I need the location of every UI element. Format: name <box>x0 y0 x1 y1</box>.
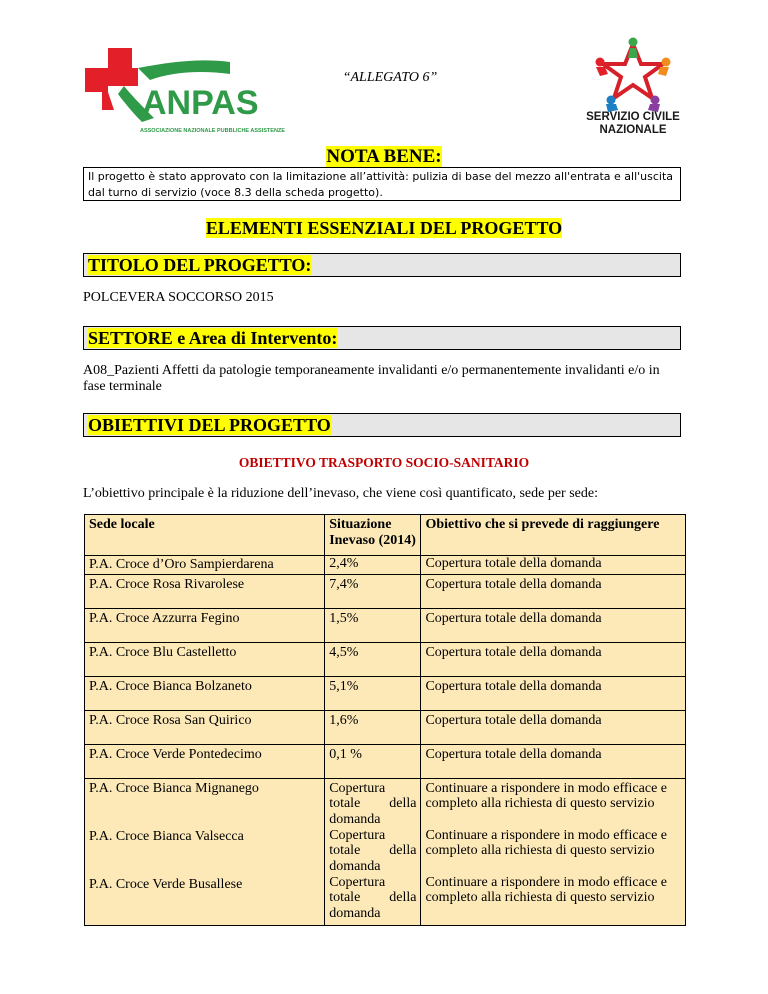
table-cell-merged-sedi <box>85 778 325 925</box>
merged-situazione: Copertura totale della domanda <box>329 827 417 874</box>
merged-situazione: Copertura totale della domanda <box>329 874 417 921</box>
table-cell: P.A. Croce Rosa Rivarolese <box>85 574 325 608</box>
table-cell: 7,4% <box>325 574 421 608</box>
obiettivo-subtitle: OBIETTIVO TRASPORTO SOCIO-SANITARIO <box>238 455 530 470</box>
anpas-logo <box>80 40 295 140</box>
servizio-civile-logo <box>574 34 692 138</box>
table-cell: Copertura totale della domanda <box>421 556 686 575</box>
table-row <box>85 676 686 710</box>
merged-situazione: Copertura totale della domanda <box>329 780 417 827</box>
titolo-section-label: TITOLO DEL PROGETTO: <box>88 255 312 275</box>
table-cell: P.A. Croce Bianca Bolzaneto <box>85 676 325 710</box>
table-cell: 4,5% <box>325 642 421 676</box>
svg-text:NAZIONALE: NAZIONALE <box>599 124 667 136</box>
elementi-essenziali-title <box>0 218 768 239</box>
table-cell: 1,5% <box>325 608 421 642</box>
table-row-merged <box>85 778 686 925</box>
table-cell: P.A. Croce Rosa San Quirico <box>85 710 325 744</box>
table-row <box>85 574 686 608</box>
table-cell: 1,6% <box>325 710 421 744</box>
merged-obiettivo: Continuare a rispondere in modo efficace e completo alla richiesta di questo servizio <box>425 780 668 811</box>
settore-value: A08_Pazienti Affetti da patologie temporaneamente invalidanti e/o permanentemente invalidanti e/o in fase terminale <box>83 363 660 394</box>
table-cell: Copertura totale della domanda <box>421 574 686 608</box>
table-cell: Copertura totale della domanda <box>421 744 686 778</box>
settore-section-label: SETTORE e Area di Intervento: <box>88 328 338 348</box>
obiettivi-section-label: OBIETTIVI DEL PROGETTO <box>88 415 331 435</box>
table-cell: P.A. Croce Blu Castelletto <box>85 642 325 676</box>
obiettivo-intro: L’obiettivo principale è la riduzione dell’inevaso, che viene così quantificato, sede per sede: <box>83 486 598 501</box>
merged-obiettivo: Continuare a rispondere in modo efficace e completo alla richiesta di questo servizio <box>425 827 668 858</box>
table-cell: P.A. Croce Azzurra Fegino <box>85 608 325 642</box>
nota-bene-title-text: NOTA BENE: <box>326 146 442 167</box>
table-row <box>85 608 686 642</box>
table-row <box>85 556 686 575</box>
table-row <box>85 710 686 744</box>
table-cell: Copertura totale della domanda <box>421 642 686 676</box>
svg-text:SERVIZIO CIVILE: SERVIZIO CIVILE <box>586 111 680 123</box>
merged-sede: P.A. Croce Verde Busallese <box>89 876 243 892</box>
table-cell: P.A. Croce d’Oro Sampierdarena <box>85 556 325 575</box>
table-cell: Copertura totale della domanda <box>421 676 686 710</box>
table-row <box>85 744 686 778</box>
obiettivi-section-header <box>83 413 681 437</box>
table-header-row <box>85 515 686 556</box>
table-cell: 0,1 % <box>325 744 421 778</box>
table-cell-merged-obiettivo <box>421 778 686 925</box>
merged-obiettivo: Continuare a rispondere in modo efficace e completo alla richiesta di questo servizio <box>425 874 668 905</box>
table-cell: Copertura totale della domanda <box>421 710 686 744</box>
obiettivi-table <box>84 514 686 926</box>
merged-sede: P.A. Croce Bianca Valsecca <box>89 828 244 844</box>
allegato-label: “ALLEGATO 6” <box>342 70 438 85</box>
table-cell: P.A. Croce Verde Pontedecimo <box>85 744 325 778</box>
merged-sede: P.A. Croce Bianca Mignanego <box>89 780 259 796</box>
titolo-section-header <box>83 253 681 277</box>
table-cell-merged-situazione <box>325 778 421 925</box>
table-header-cell: Situazione Inevaso (2014) <box>325 515 421 556</box>
svg-text:ASSOCIAZIONE NAZIONALE PUBBLIC: ASSOCIAZIONE NAZIONALE PUBBLICHE ASSISTENZE <box>140 128 285 134</box>
table-header-cell: Obiettivo che si prevede di raggiungere <box>421 515 686 556</box>
table-cell: 5,1% <box>325 676 421 710</box>
table-cell: 2,4% <box>325 556 421 575</box>
svg-text:ANPAS: ANPAS <box>142 84 259 122</box>
titolo-value: POLCEVERA SOCCORSO 2015 <box>83 290 274 305</box>
table-header-cell: Sede locale <box>85 515 325 556</box>
nota-bene-box: Il progetto è stato approvato con la limitazione all’attività: pulizia di base del mezzo all'entrata e all'uscita dal turno di servizio (voce 8.3 della scheda progetto). <box>83 167 681 201</box>
table-row <box>85 642 686 676</box>
elementi-essenziali-text: ELEMENTI ESSENZIALI DEL PROGETTO <box>205 218 563 238</box>
settore-section-header <box>83 326 681 350</box>
nota-bene-title <box>0 146 768 168</box>
table-cell: Copertura totale della domanda <box>421 608 686 642</box>
